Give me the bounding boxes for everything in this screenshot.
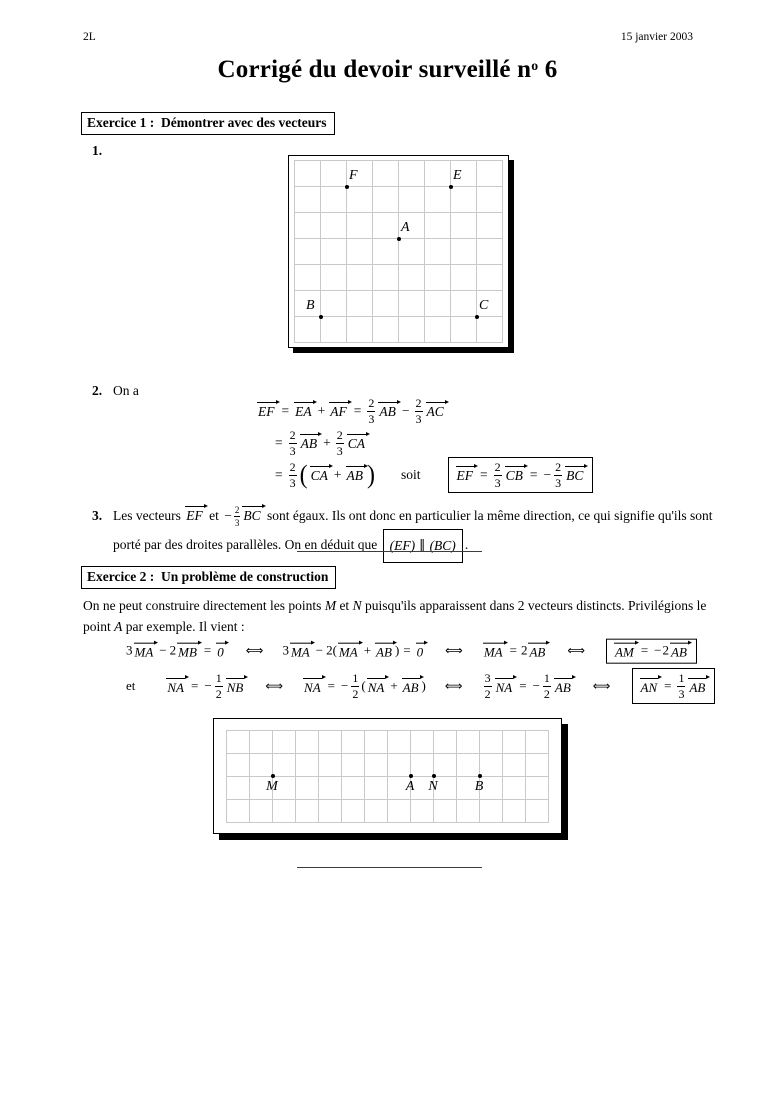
math-vec: CB xyxy=(505,468,523,484)
math-rel: = xyxy=(203,642,212,658)
math-rel: ⟺ xyxy=(265,679,284,693)
math-rel: = xyxy=(529,467,538,482)
math-vec: AB xyxy=(346,468,364,484)
math-it: N xyxy=(352,598,362,613)
math-sfrac xyxy=(234,506,241,528)
math-rel: = xyxy=(664,678,672,693)
frac-numerator: 1 xyxy=(352,671,359,685)
math-vec: AB xyxy=(554,679,571,695)
math-txt: puisqu'ils apparaissent dans 2 vecteurs distincts. Privilégions le xyxy=(361,598,707,613)
math-vec: MA xyxy=(290,644,310,660)
header-date: 15 janvier 2003 xyxy=(620,31,693,43)
frac-numerator: 3 xyxy=(484,671,491,685)
math-bin: − xyxy=(159,642,167,658)
frac-numerator: 1 xyxy=(678,671,685,685)
math-box xyxy=(448,457,594,493)
point-dot-C xyxy=(475,315,479,319)
math-rel: = xyxy=(480,467,488,482)
math-vec: NA xyxy=(367,679,385,695)
math-rel: = xyxy=(519,678,527,693)
point-label-C: C xyxy=(479,298,489,313)
math-vec: AC xyxy=(426,404,444,420)
frac-denominator: 3 xyxy=(415,412,422,426)
separator-line-2 xyxy=(297,867,482,868)
exercise1-heading: Exercice 1 : Démontrer avec des vecteurs xyxy=(81,112,335,135)
frac-denominator: 2 xyxy=(484,687,491,701)
frac-numerator: 2 xyxy=(234,504,240,515)
math-neg: − xyxy=(532,678,540,693)
math-txt: soit xyxy=(401,467,421,482)
item2-number: 2. xyxy=(92,383,103,398)
math-vec: NA xyxy=(167,679,185,695)
math-txt: ) xyxy=(394,642,400,658)
frac-numerator: 2 xyxy=(368,396,375,410)
math-txt: point xyxy=(83,619,115,634)
point-dot-A xyxy=(397,237,401,241)
figure-points-grid xyxy=(288,155,509,348)
math-rel: ⟺ xyxy=(567,643,586,658)
math-txt: 2( xyxy=(326,642,337,658)
math-vec: AB xyxy=(379,404,396,420)
math-txt: 2 xyxy=(520,642,528,658)
point-label-B: B xyxy=(474,778,484,794)
math-it: (BC) xyxy=(429,538,456,553)
math-vec: 0 xyxy=(217,644,224,660)
frac-denominator: 3 xyxy=(289,476,296,490)
math-box xyxy=(383,529,463,563)
math-vec: MA xyxy=(134,644,154,660)
math-rel: = xyxy=(509,642,517,658)
frac-denominator: 3 xyxy=(336,444,343,458)
math-txt: et xyxy=(205,508,223,523)
math-txt: par exemple. Il vient : xyxy=(122,619,245,634)
math-txt: On ne peut construire directement les points xyxy=(83,598,325,613)
point-dot-B xyxy=(319,315,323,319)
math-vec: MA xyxy=(483,644,503,660)
math-txt: porté par des droites parallèles. On en déduit que xyxy=(113,537,381,553)
math-rel: ⟺ xyxy=(245,643,264,658)
point-label-M: M xyxy=(266,778,278,794)
math-vec: NB xyxy=(226,679,244,695)
math-frac xyxy=(484,672,492,700)
frac-numerator: 2 xyxy=(289,460,296,474)
math-rpar: ) xyxy=(367,460,376,490)
math-rel: ⟺ xyxy=(592,679,611,693)
point-dot-B xyxy=(478,774,482,778)
frac-denominator: 2 xyxy=(352,687,359,701)
math-vec: AB xyxy=(671,644,687,660)
equation-ef-line2 xyxy=(271,429,368,457)
frac-numerator: 2 xyxy=(415,396,422,410)
frac-numerator: 2 xyxy=(336,428,343,442)
math-vec: CA xyxy=(310,468,328,484)
math-it: M xyxy=(324,598,337,613)
math-txt: 2 xyxy=(662,642,670,658)
math-vec: AF xyxy=(330,404,347,420)
graph-grid xyxy=(226,730,549,823)
point-dot-E xyxy=(449,185,453,189)
math-txt: . xyxy=(464,537,469,553)
frac-denominator: 2 xyxy=(543,687,550,701)
item3-number: 3. xyxy=(92,508,103,523)
item2-intro: On a xyxy=(113,383,139,398)
math-rel: ∥ xyxy=(419,538,426,553)
exercise2-intro xyxy=(83,595,706,637)
math-txt: sont égaux. Ils ont donc en particulier la même direction, ce qui signifie qu'ils sont xyxy=(263,508,713,523)
item3-text xyxy=(113,504,713,553)
math-frac xyxy=(554,461,562,489)
frac-denominator: 3 xyxy=(368,412,375,426)
point-label-B: B xyxy=(306,298,315,313)
header-class-label: 2L xyxy=(83,31,96,43)
math-vec: MB xyxy=(178,644,197,660)
math-vec: AB xyxy=(689,679,706,695)
frac-denominator: 3 xyxy=(234,517,240,528)
graph-grid xyxy=(294,160,503,343)
math-vec: AB xyxy=(300,436,318,452)
math-box xyxy=(632,668,716,704)
point-dot-N xyxy=(432,774,436,778)
math-vec: AB xyxy=(529,644,546,660)
item3-paragraph xyxy=(92,503,713,563)
math-rel: = xyxy=(191,678,199,693)
frac-denominator: 3 xyxy=(494,476,501,490)
math-neg: − xyxy=(341,678,349,693)
math-frac xyxy=(677,672,685,700)
math-it: A xyxy=(114,619,123,634)
math-rel: ⟺ xyxy=(445,643,463,658)
math-frac xyxy=(289,429,297,457)
figure-construction-grid xyxy=(213,718,562,834)
math-bin: + xyxy=(333,467,342,482)
math-vec: EA xyxy=(295,404,312,420)
math-box xyxy=(606,639,697,664)
frac-denominator: 3 xyxy=(289,444,296,458)
point-label-A: A xyxy=(405,778,415,794)
math-bin: + xyxy=(323,435,331,450)
math-vec: EF xyxy=(258,404,275,420)
math-rel: ⟺ xyxy=(444,679,463,693)
equation-ef-line3 xyxy=(271,457,595,493)
math-frac xyxy=(543,672,551,700)
math-neg: − xyxy=(224,508,232,523)
math-bin: − xyxy=(315,642,324,658)
math-vec: AM xyxy=(615,644,634,660)
math-lpar: ( xyxy=(299,460,308,490)
math-vec: MA xyxy=(338,644,358,660)
math-rel: = xyxy=(640,642,649,658)
math-neg: − xyxy=(543,467,552,482)
math-txt: Les vecteurs xyxy=(113,508,185,523)
math-rel: = xyxy=(281,403,290,418)
frac-denominator: 3 xyxy=(555,476,562,490)
math-txt: ) xyxy=(421,678,426,693)
item1-number: 1. xyxy=(92,143,103,158)
math-neg: − xyxy=(654,642,662,658)
math-vec: EF xyxy=(456,468,474,484)
math-vec: NA xyxy=(304,679,321,695)
frac-numerator: 2 xyxy=(289,428,296,442)
item2-line xyxy=(92,383,139,399)
title-superscript: o xyxy=(531,58,539,74)
point-label-F: F xyxy=(349,168,358,183)
math-bin: − xyxy=(401,403,410,418)
separator-line-1 xyxy=(297,551,482,552)
math-frac xyxy=(289,461,297,489)
math-frac xyxy=(215,672,223,700)
math-rel: = xyxy=(275,435,283,450)
math-bin: + xyxy=(363,642,372,658)
title-prefix: Corrigé du devoir surveillé n xyxy=(217,56,532,83)
point-dot-F xyxy=(345,185,349,189)
math-rel: = xyxy=(327,678,335,693)
math-vec: AB xyxy=(376,644,392,660)
math-rel: = xyxy=(275,467,283,482)
math-bin: + xyxy=(317,403,326,418)
math-frac xyxy=(415,397,423,425)
math-rel: = xyxy=(353,403,362,418)
math-vec: AN xyxy=(640,679,658,695)
frac-denominator: 3 xyxy=(678,687,685,701)
math-bin: + xyxy=(390,678,398,693)
equation-m-row xyxy=(126,639,699,664)
math-vec: 0 xyxy=(416,644,424,660)
point-label-E: E xyxy=(453,168,462,183)
frac-denominator: 2 xyxy=(215,687,222,701)
point-dot-A xyxy=(409,774,413,778)
exercise2-heading: Exercice 2 : Un problème de construction xyxy=(81,566,336,589)
math-vec: NA xyxy=(495,679,513,695)
point-label-N: N xyxy=(428,778,438,794)
math-vec: EF xyxy=(186,508,203,523)
frac-numerator: 1 xyxy=(543,671,550,685)
math-txt: et xyxy=(336,598,353,613)
equation-n-row xyxy=(126,668,717,704)
frac-numerator: 2 xyxy=(555,460,562,474)
point-label-A: A xyxy=(401,220,410,235)
math-frac xyxy=(494,461,502,489)
math-vec: CA xyxy=(347,436,366,452)
math-txt: 3 xyxy=(126,642,133,658)
math-rel: = xyxy=(403,642,411,658)
frac-numerator: 2 xyxy=(494,460,501,474)
math-txt: 3 xyxy=(282,642,289,658)
title-suffix: 6 xyxy=(538,56,558,83)
math-txt: et xyxy=(126,678,136,693)
math-frac xyxy=(351,672,359,700)
frac-numerator: 1 xyxy=(215,671,222,685)
math-vec: BC xyxy=(243,508,261,523)
math-frac xyxy=(367,397,375,425)
math-neg: − xyxy=(204,678,212,693)
math-vec: AB xyxy=(402,679,419,695)
math-it: (EF) xyxy=(389,538,416,553)
point-dot-M xyxy=(271,774,275,778)
math-frac xyxy=(336,429,344,457)
equation-ef-line1 xyxy=(256,397,447,425)
math-txt: 2 xyxy=(169,642,177,658)
math-vec: BC xyxy=(566,468,584,484)
page-title xyxy=(0,56,775,84)
math-txt: ( xyxy=(361,678,366,693)
